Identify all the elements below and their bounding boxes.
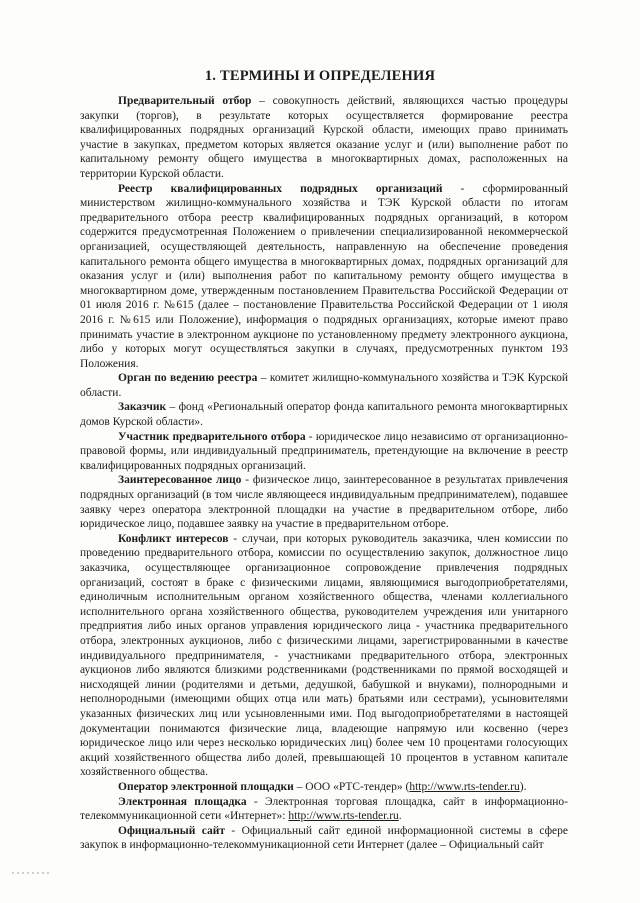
term: Конфликт интересов bbox=[118, 532, 229, 545]
definition-text-after: . bbox=[398, 810, 402, 823]
definition-participant bbox=[80, 430, 568, 474]
section-heading: 1. ТЕРМИНЫ И ОПРЕДЕЛЕНИЯ bbox=[204, 68, 436, 84]
definition-preliminary-selection bbox=[80, 94, 568, 182]
term: Заказчик bbox=[118, 401, 167, 414]
term: Реестр квалифицированных подрядных организаций bbox=[118, 182, 443, 195]
definition-text: – ООО «РТС-тендер» ( bbox=[293, 780, 410, 793]
operator-link[interactable]: http://www.rts-tender.ru bbox=[409, 780, 520, 793]
term: Официальный сайт bbox=[118, 824, 226, 837]
definition-text: - Официальный сайт единой информационной системы в сфере закупок в информационно-телекоммуникационной сети Интернет (далее – Официальный сайт bbox=[80, 824, 568, 852]
definition-official-site bbox=[80, 824, 568, 853]
definition-conflict-of-interest bbox=[80, 532, 568, 780]
definition-text: - юридическое лицо независимо от организационно-правовой формы, или индивидуальный предприниматель, претендующие на включение в реестр квалифицированных подрядных организаций. bbox=[80, 430, 569, 472]
definition-registry bbox=[80, 182, 568, 372]
term: Орган по ведению реестра bbox=[118, 372, 258, 385]
definition-text: – фонд «Региональный оператор фонда капитального ремонта многоквартирных домов Курской области». bbox=[80, 401, 568, 429]
definition-registry-authority bbox=[80, 371, 568, 400]
definitions-body bbox=[80, 94, 568, 853]
definition-text: - сформированный министерством жилищно-коммунального хозяйства и ТЭК Курской области по итогам предварительного отбора реестр квалифицированных подрядных организаций, в котором содержится предусмотренная Положением о привлечении специализированной некоммерческой организацией, осуществляющей деятельность, направленную на обеспечение проведения капитального ремонта общего имущества в многоквартирных домах, подрядных организаций для оказания услуг и (или) выполнения работ по капитальному ремонту общего имущества в многоквартирном доме, утвержденным постановлением Правительства Российской Федерации от 01 июля 2016 г. №615 (далее – постановление Правительства Российской Федерации от 1 июля 2016 г. №615 или Положение), информация о подрядных организациях, которые имеют право принимать участие в электронном аукционе по установленному предмету электронного аукциона, либо у которых могут осуществляться закупки в случаях, предусмотренных пунктом 193 Положения. bbox=[80, 182, 569, 370]
platform-link[interactable]: http://www.rts-tender.ru bbox=[288, 810, 399, 823]
term: Оператор электронной площадки bbox=[118, 780, 294, 793]
definition-customer bbox=[80, 400, 568, 429]
term: Заинтересованное лицо bbox=[118, 474, 242, 487]
term: Электронная площадка bbox=[118, 795, 247, 808]
definition-text: – совокупность действий, являющихся частью процедуры закупки (торгов), в результате которых осуществляется формирование реестра квалифицированных подрядных организаций Курской области, имеющих право принимать участие в закупках, предметом которых является оказание услуг и (или) выполнение работ по капитальному ремонту общего имущества в многоквартирных домах, расположенных на территории Курской области. bbox=[80, 95, 569, 180]
definition-text: - случаи, при которых руководитель заказчика, член комиссии по проведению предварительного отбора, комиссии по осуществлению закупок, должностное лицо заказчика, осуществляющее организационное сопровождение привлечения подрядных организаций, состоят в браке с физическими лицами, являющимися выгодоприобретателями, единоличным исполнительным органом хозяйственного общества, членами коллегиального исполнительного органа хозяйственного общества, руководителем учреждения или унитарного предприятия либо иных органов управления юридического лица - участника предварительного отбора, электронных аукционов, либо с физическими лицами, зарегистрированными в качестве индивидуального предпринимателя, - участниками предварительного отбора, электронных аукционов либо являются близкими родственниками (родственниками по прямой восходящей и нисходящей линии (родителями и детьми, дедушкой, бабушкой и внуками), полнородными и неполнородными (имеющими общих отца или мать) братьями или сестрами), усыновителями указанных физических лиц или усыновленными ими. Под выгодоприобретателями в настоящей документации понимаются физические лица, владеющие напрямую или косвенно (через юридическое лицо или через несколько юридических лиц) более чем 10 процентами голосующих акций хозяйственного общества либо долей, превышающей 10 процентов в уставном капитале хозяйственного общества. bbox=[80, 532, 568, 779]
definition-text-after: ). bbox=[519, 780, 527, 793]
definition-text: - физическое лицо, заинтересованное в результатах привлечения подрядных организаций (в том числе являющееся индивидуальным предпринимателем), подавшее заявку через оператора электронной площадки на участие в предварительном отборе, либо юридическое лицо, подавшее заявку на участие в предварительном отборе. bbox=[80, 474, 568, 531]
definition-platform-operator bbox=[80, 780, 568, 795]
definition-text: - Электронная торговая площадка, сайт в информационно-телекоммуникационной сети «Интернет»: bbox=[80, 795, 568, 823]
definition-electronic-platform bbox=[80, 795, 568, 824]
term: Предварительный отбор bbox=[118, 95, 252, 107]
definition-interested-person bbox=[80, 473, 568, 531]
term: Участник предварительного отбора bbox=[118, 430, 306, 443]
definition-text: – комитет жилищно-коммунального хозяйства и ТЭК Курской области. bbox=[80, 372, 568, 399]
scan-artifact bbox=[12, 872, 52, 874]
